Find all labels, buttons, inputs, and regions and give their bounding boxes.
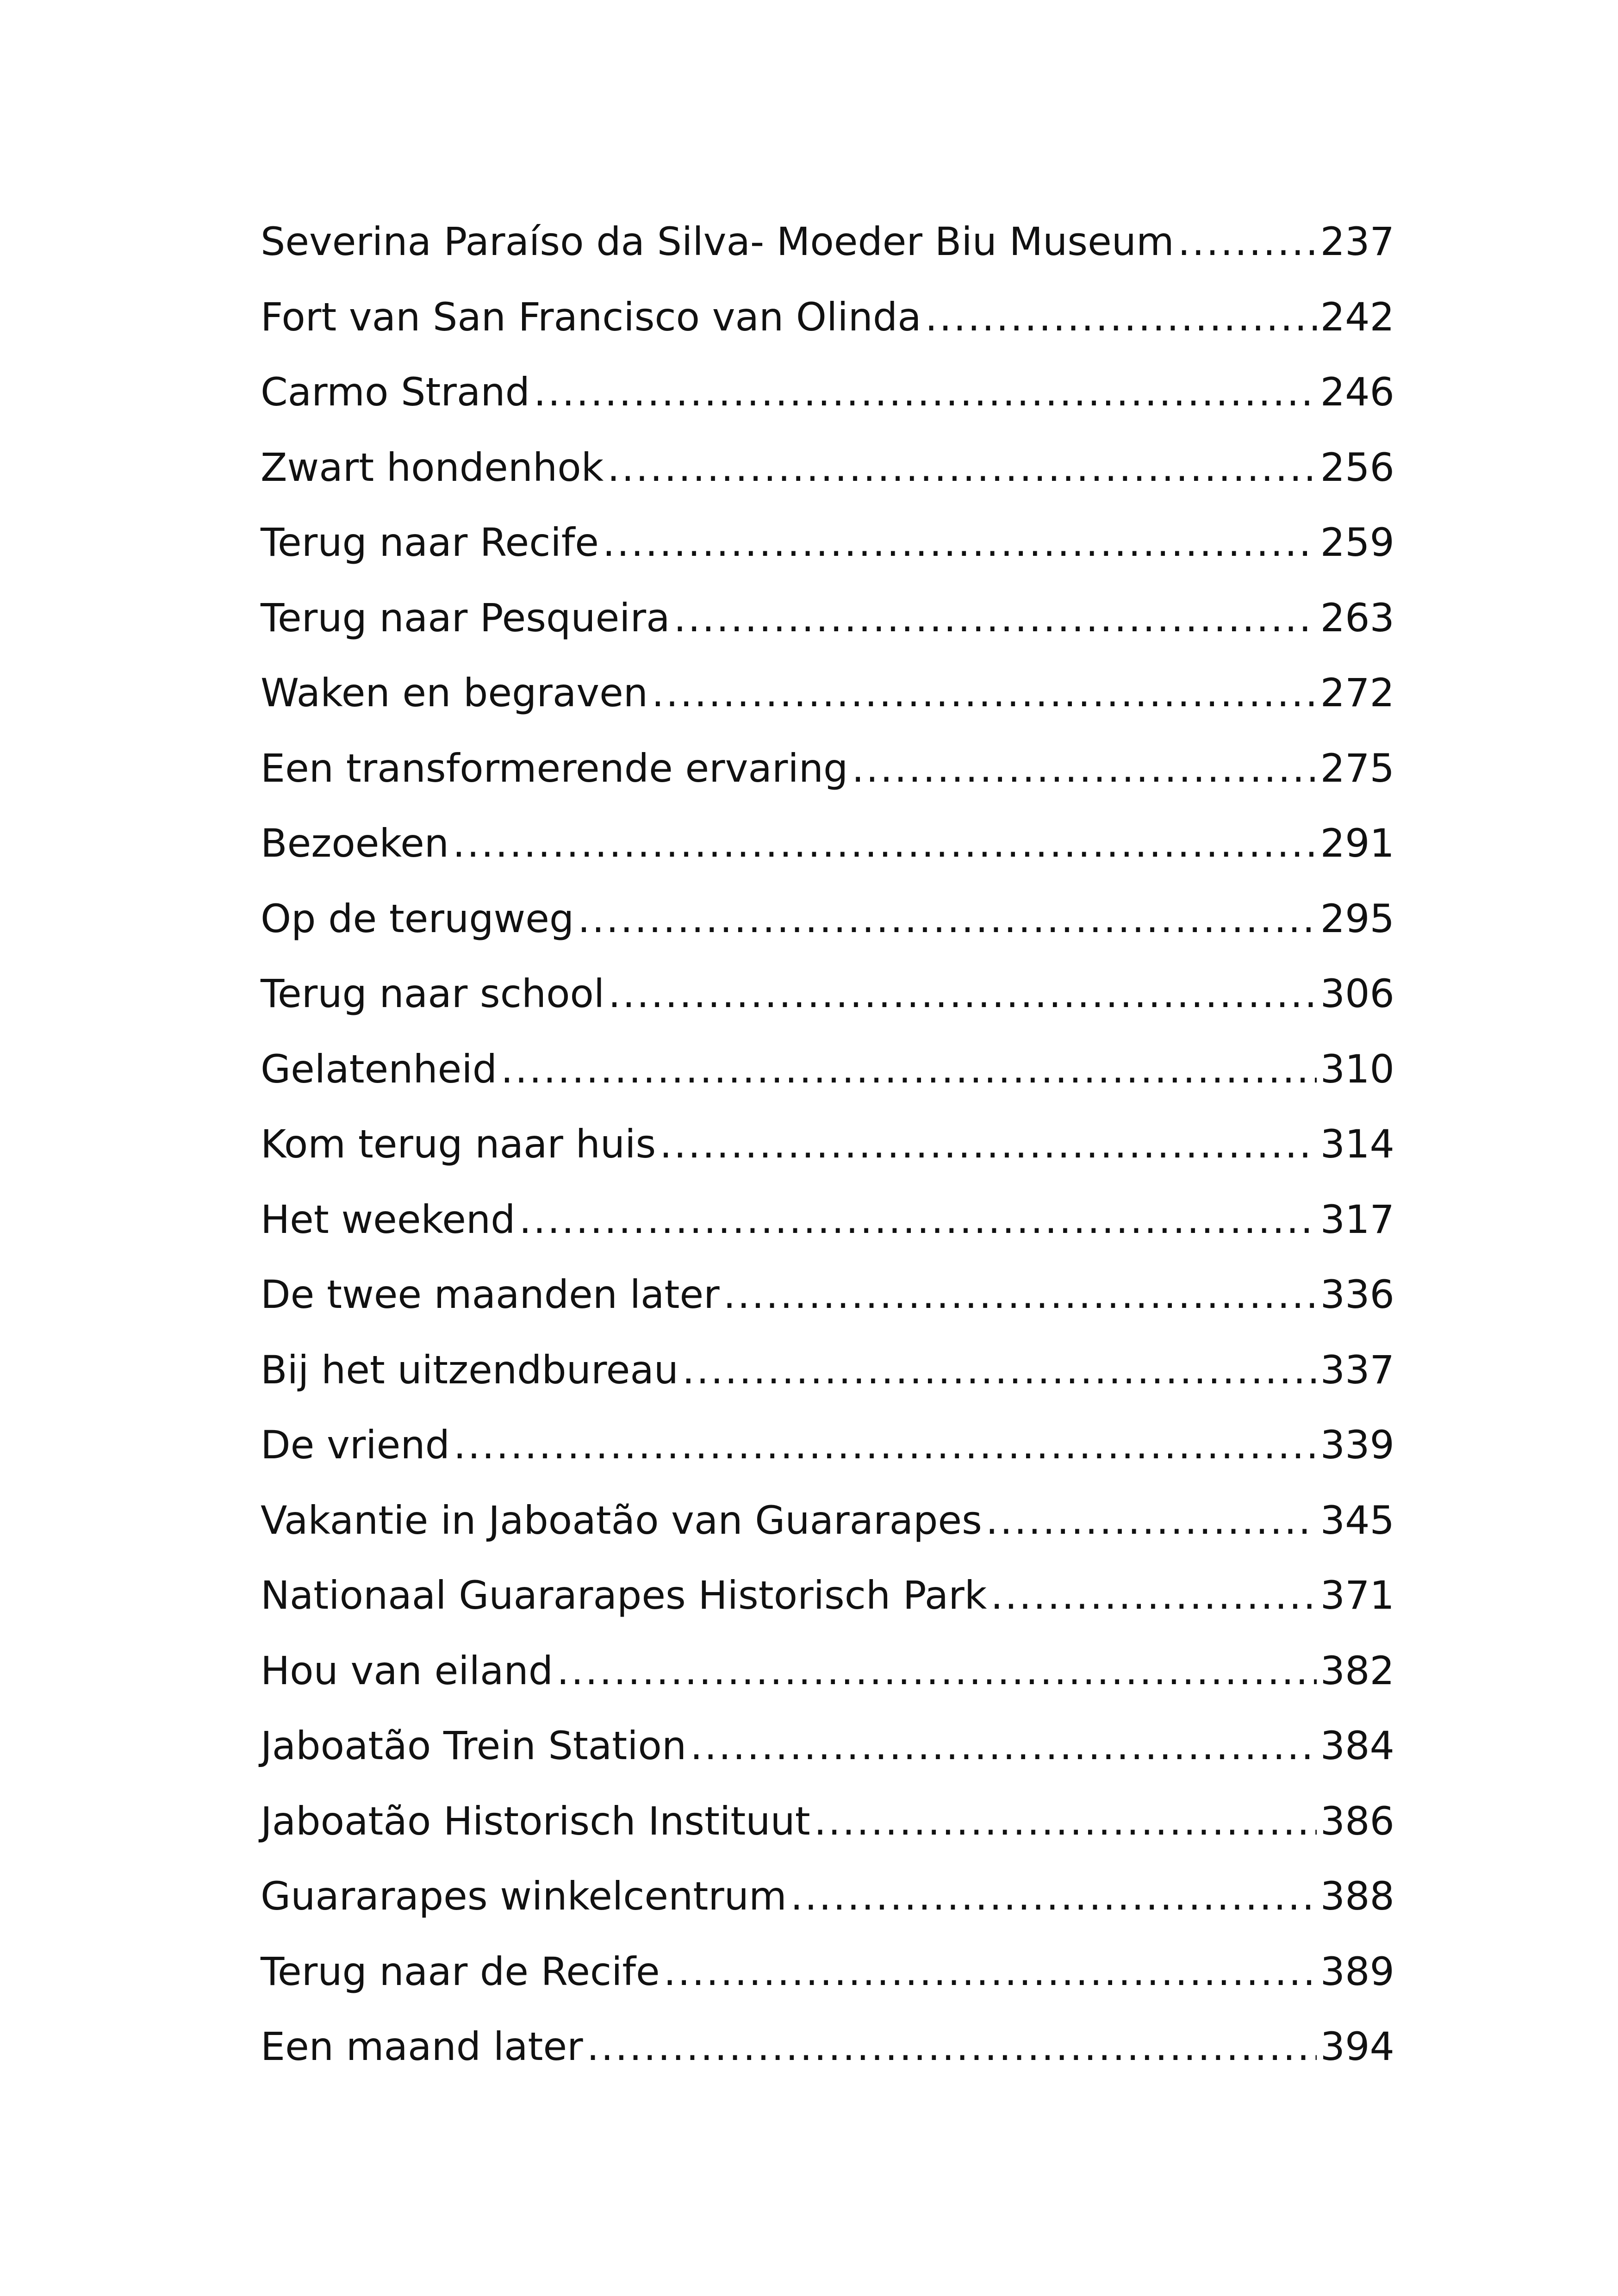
toc-entry[interactable] xyxy=(261,665,1394,740)
toc-entry-page-number: 295 xyxy=(1320,896,1394,941)
toc-entry-page-number: 317 xyxy=(1320,1196,1394,1242)
toc-entry-page-number: 337 xyxy=(1320,1347,1394,1393)
toc-dot-leader xyxy=(501,1041,1317,1097)
toc-dot-leader xyxy=(534,364,1317,420)
toc-entry-title: De twee maanden later xyxy=(261,1272,720,1317)
toc-dot-leader xyxy=(587,2019,1317,2074)
toc-entry-page-number: 246 xyxy=(1320,369,1394,415)
toc-dot-leader xyxy=(1178,214,1317,269)
toc-dot-leader xyxy=(925,289,1317,345)
toc-entry-title: Jaboatão Historisch Instituut xyxy=(261,1798,810,1844)
toc-entry[interactable] xyxy=(261,1868,1394,1944)
toc-entry-title: Waken en begraven xyxy=(261,670,648,716)
toc-entry-page-number: 386 xyxy=(1320,1798,1394,1844)
toc-entry[interactable] xyxy=(261,515,1394,590)
toc-entry-title: Een maand later xyxy=(261,2024,583,2069)
toc-entry-title: Een transformerende ervaring xyxy=(261,745,848,791)
toc-entry[interactable] xyxy=(261,1944,1394,2019)
toc-entry-page-number: 394 xyxy=(1320,2024,1394,2069)
toc-entry-page-number: 339 xyxy=(1320,1422,1394,1468)
toc-entry[interactable] xyxy=(261,1568,1394,1643)
toc-entry-page-number: 256 xyxy=(1320,444,1394,490)
toc-dot-leader xyxy=(652,665,1317,721)
toc-dot-leader xyxy=(814,1793,1317,1849)
toc-entry-title: Carmo Strand xyxy=(261,369,530,415)
toc-entry[interactable] xyxy=(261,1493,1394,1568)
toc-entry[interactable] xyxy=(261,891,1394,966)
toc-entry[interactable] xyxy=(261,1793,1394,1869)
toc-entry-page-number: 237 xyxy=(1320,219,1394,264)
toc-dot-leader xyxy=(723,1267,1317,1322)
toc-dot-leader xyxy=(660,1116,1316,1172)
toc-entry-page-number: 272 xyxy=(1320,670,1394,716)
toc-dot-leader xyxy=(852,740,1316,796)
toc-entry[interactable] xyxy=(261,740,1394,816)
toc-entry-page-number: 310 xyxy=(1320,1046,1394,1092)
toc-entry-page-number: 242 xyxy=(1320,294,1394,340)
toc-entry-title: Terug naar Pesqueira xyxy=(261,595,670,641)
toc-entry[interactable] xyxy=(261,440,1394,515)
toc-dot-leader xyxy=(453,815,1317,871)
toc-entry[interactable] xyxy=(261,1342,1394,1418)
toc-dot-leader xyxy=(790,1868,1317,1924)
toc-entry[interactable] xyxy=(261,1041,1394,1117)
toc-entry-page-number: 384 xyxy=(1320,1723,1394,1768)
toc-dot-leader xyxy=(682,1342,1317,1398)
toc-entry[interactable] xyxy=(261,214,1394,289)
toc-entry-page-number: 382 xyxy=(1320,1648,1394,1693)
toc-entry-title: Terug naar de Recife xyxy=(261,1948,660,1994)
table-of-contents xyxy=(261,214,1394,2094)
toc-entry-title: Op de terugweg xyxy=(261,896,574,941)
toc-entry-title: Severina Paraíso da Silva- Moeder Biu Museum xyxy=(261,219,1174,264)
toc-entry[interactable] xyxy=(261,1643,1394,1718)
toc-entry-page-number: 389 xyxy=(1320,1948,1394,1994)
toc-entry-title: Hou van eiland xyxy=(261,1648,554,1693)
toc-dot-leader xyxy=(603,515,1317,570)
toc-entry-title: Terug naar school xyxy=(261,971,605,1016)
toc-dot-leader xyxy=(578,891,1316,946)
toc-entry[interactable] xyxy=(261,1417,1394,1493)
toc-entry-title: Nationaal Guararapes Historisch Park xyxy=(261,1573,987,1618)
toc-dot-leader xyxy=(608,966,1316,1021)
toc-entry[interactable] xyxy=(261,2019,1394,2094)
toc-entry[interactable] xyxy=(261,1116,1394,1192)
toc-dot-leader xyxy=(986,1493,1317,1548)
toc-entry[interactable] xyxy=(261,966,1394,1041)
toc-entry[interactable] xyxy=(261,815,1394,891)
toc-entry-page-number: 291 xyxy=(1320,821,1394,866)
toc-dot-leader xyxy=(664,1944,1317,1999)
toc-dot-leader xyxy=(990,1568,1316,1623)
toc-entry-title: Bij het uitzendbureau xyxy=(261,1347,679,1393)
toc-entry-title: Het weekend xyxy=(261,1196,516,1242)
toc-entry-page-number: 371 xyxy=(1320,1573,1394,1618)
toc-entry-title: Bezoeken xyxy=(261,821,449,866)
toc-entry-page-number: 345 xyxy=(1320,1497,1394,1543)
toc-entry-page-number: 275 xyxy=(1320,745,1394,791)
toc-entry-title: Kom terug naar huis xyxy=(261,1121,656,1167)
toc-dot-leader xyxy=(454,1417,1317,1473)
toc-dot-leader xyxy=(690,1718,1316,1773)
toc-entry-page-number: 336 xyxy=(1320,1272,1394,1317)
toc-entry-page-number: 259 xyxy=(1320,520,1394,565)
toc-entry-page-number: 388 xyxy=(1320,1873,1394,1919)
toc-entry-title: Fort van San Francisco van Olinda xyxy=(261,294,921,340)
toc-entry-title: Terug naar Recife xyxy=(261,520,599,565)
toc-entry[interactable] xyxy=(261,1192,1394,1267)
toc-entry-page-number: 306 xyxy=(1320,971,1394,1016)
toc-entry-page-number: 314 xyxy=(1320,1121,1394,1167)
toc-entry[interactable] xyxy=(261,364,1394,440)
toc-dot-leader xyxy=(607,440,1316,495)
toc-entry-title: Guararapes winkelcentrum xyxy=(261,1873,787,1919)
toc-entry[interactable] xyxy=(261,590,1394,666)
toc-dot-leader xyxy=(519,1192,1316,1247)
toc-entry-page-number: 263 xyxy=(1320,595,1394,641)
toc-dot-leader xyxy=(557,1643,1317,1699)
toc-entry[interactable] xyxy=(261,1718,1394,1793)
toc-entry[interactable] xyxy=(261,289,1394,365)
toc-entry[interactable] xyxy=(261,1267,1394,1342)
toc-entry-title: De vriend xyxy=(261,1422,450,1468)
toc-entry-title: Jaboatão Trein Station xyxy=(261,1723,687,1768)
toc-entry-title: Vakantie in Jaboatão van Guararapes xyxy=(261,1497,982,1543)
toc-dot-leader xyxy=(674,590,1317,646)
toc-entry-title: Gelatenheid xyxy=(261,1046,498,1092)
toc-entry-title: Zwart hondenhok xyxy=(261,444,604,490)
